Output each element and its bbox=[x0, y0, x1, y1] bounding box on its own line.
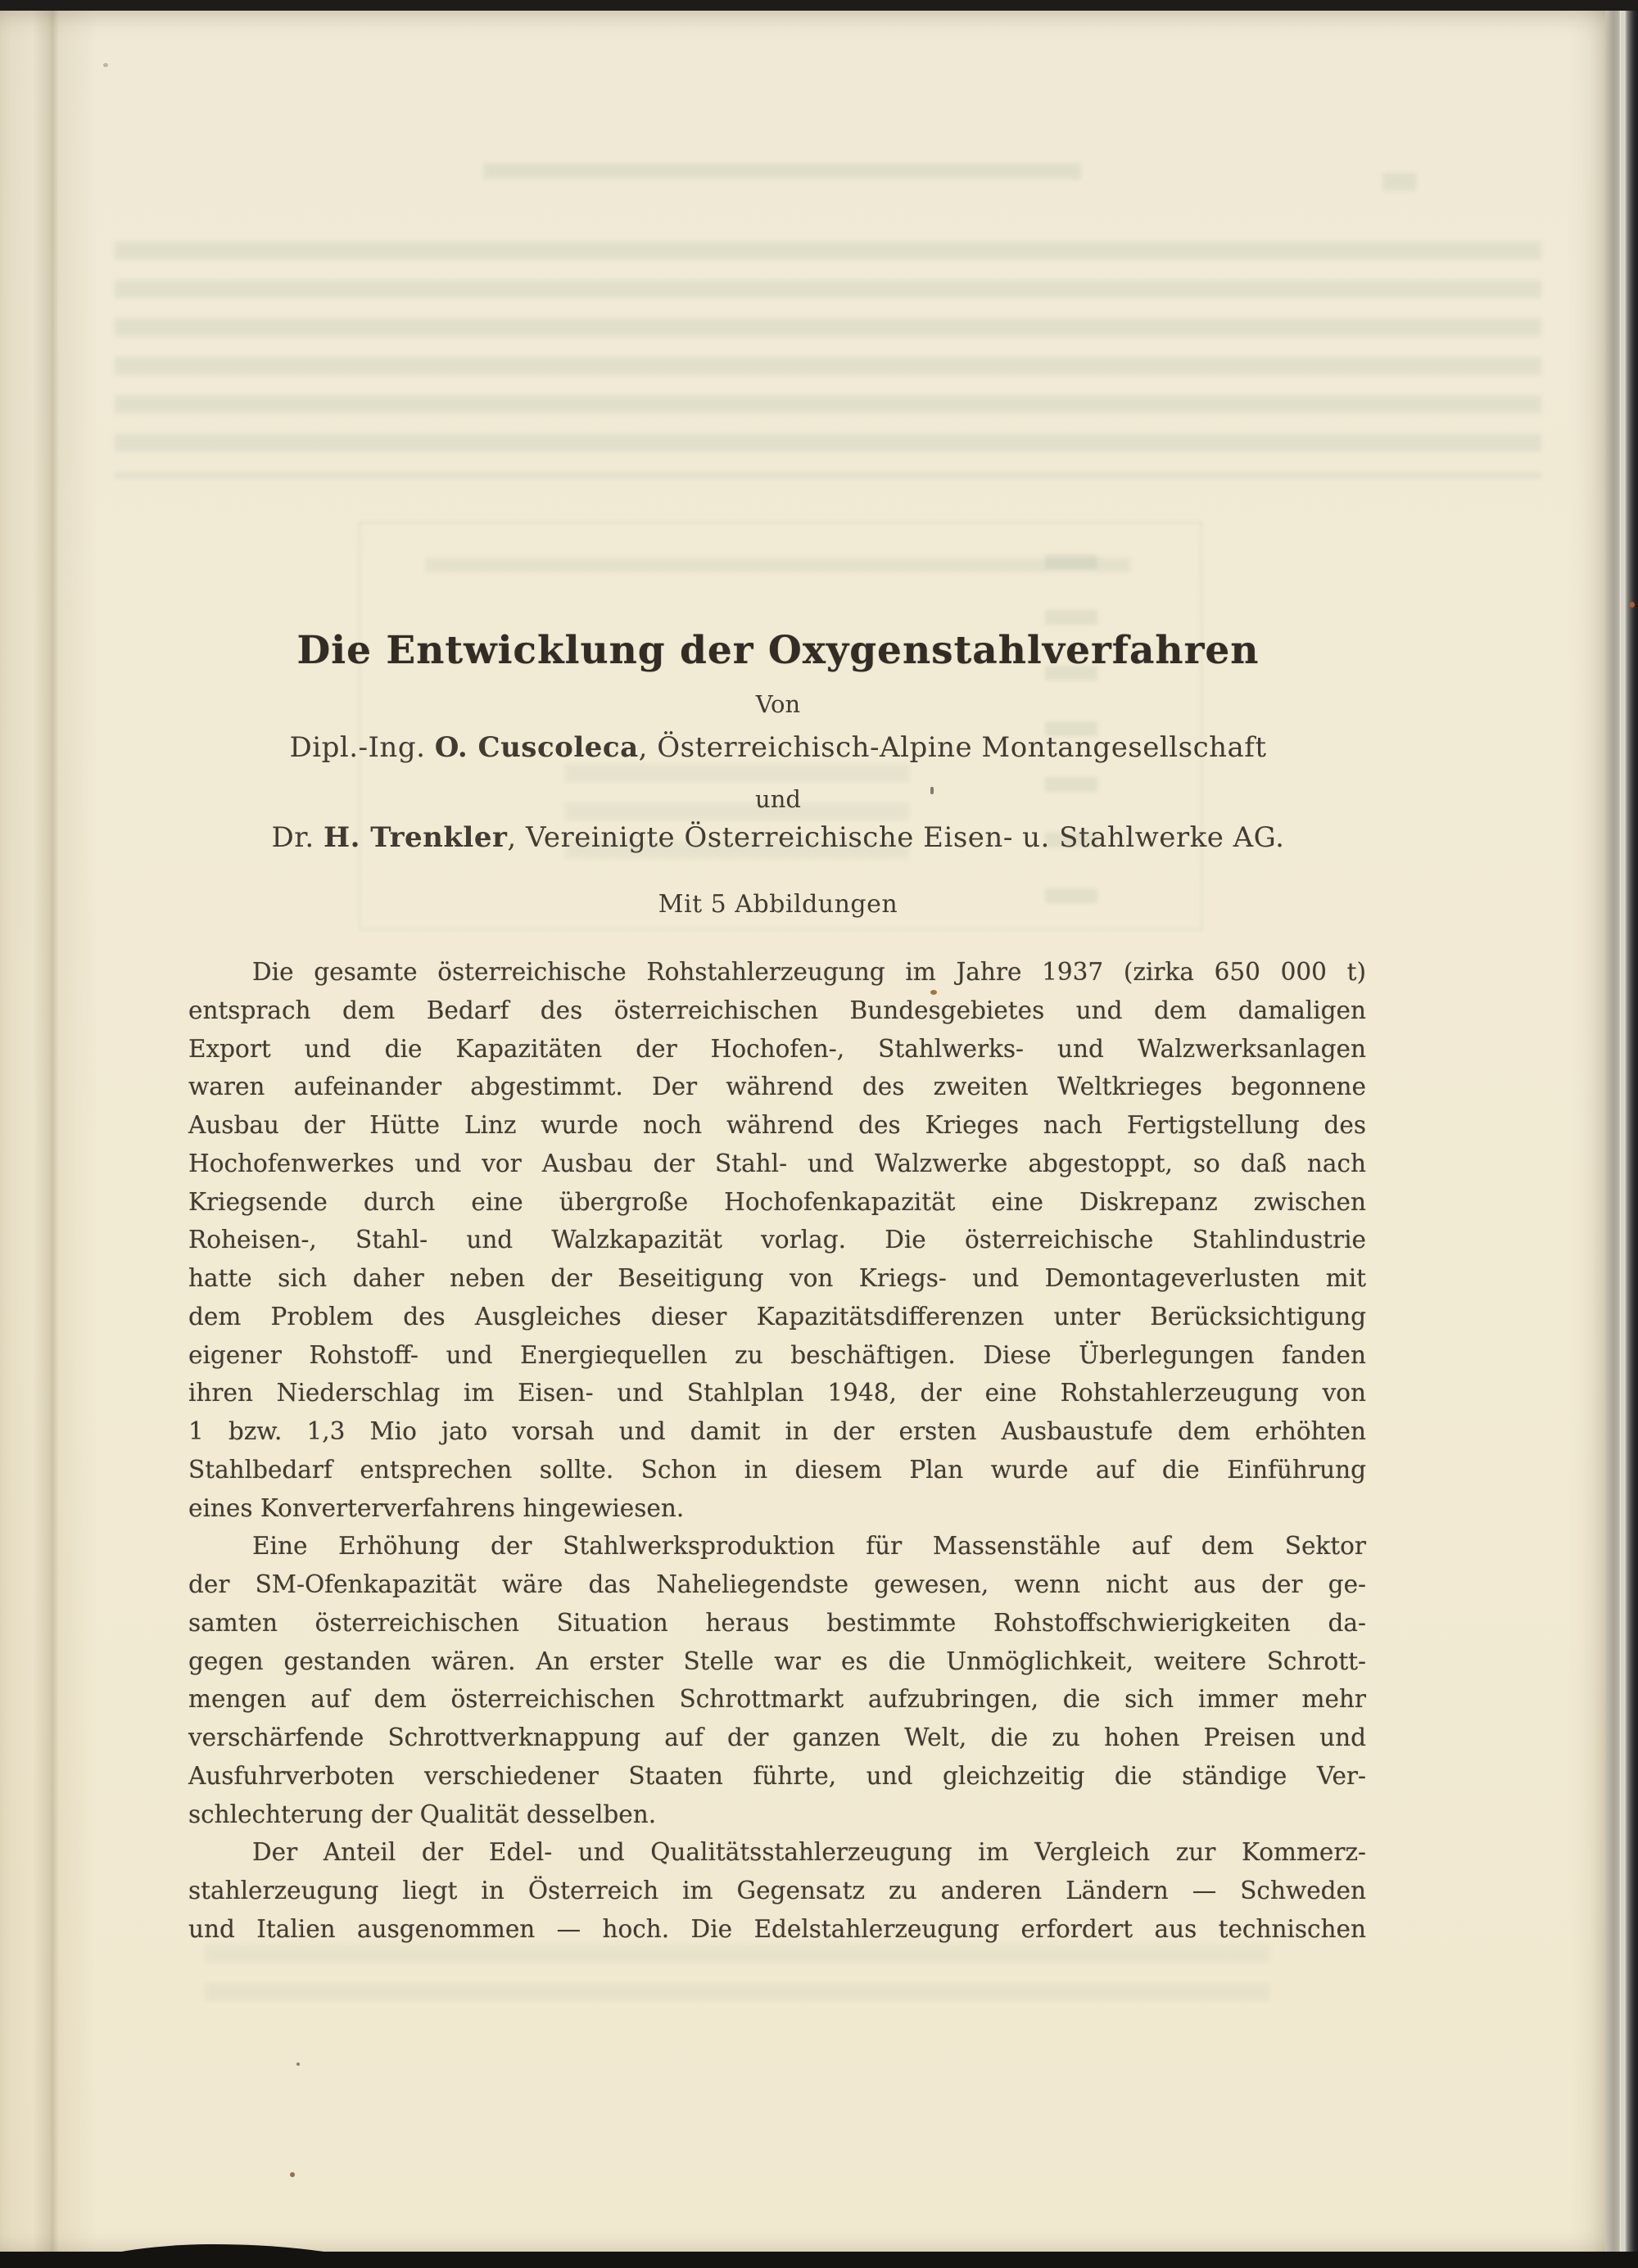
body-line: Hochofenwerkes und vor Ausbau der Stahl- und Walzwerke abgestoppt, so daß nach bbox=[188, 1149, 1366, 1177]
body-line: 1 bzw. 1,3 Mio jato vorsah und damit in der ersten Ausbaustufe dem erhöhten bbox=[188, 1417, 1366, 1445]
author-1-name: O. Cuscoleca bbox=[434, 731, 639, 764]
page-edge-highlight bbox=[1624, 11, 1625, 2255]
printed-content bbox=[0, 11, 1605, 2253]
article-title: Die Entwicklung der Oxygenstahlverfahren bbox=[296, 628, 1260, 674]
body-line: entsprach dem Bedarf des österreichischen Bundesgebietes und dem damaligen bbox=[188, 996, 1366, 1024]
body-line: mengen auf dem österreichischen Schrottmarkt aufzubringen, die sich immer mehr bbox=[188, 1685, 1366, 1714]
author-1-prefix: Dipl.-Ing. bbox=[289, 731, 435, 764]
body-line: schlechterung der Qualität desselben. bbox=[188, 1800, 657, 1828]
body-line: Eine Erhöhung der Stahlwerksproduktion für Massenstähle auf dem Sektor bbox=[252, 1532, 1366, 1561]
author-2-affiliation: , Vereinigte Österreichische Eisen- u. Stahlwerke AG. bbox=[507, 821, 1285, 854]
author-2-prefix: Dr. bbox=[271, 821, 324, 854]
body-text bbox=[188, 953, 1366, 1949]
body-line: Die gesamte österreichische Rohstahlerzeugung im Jahre 1937 (zirka 650 000 t) bbox=[252, 958, 1366, 986]
body-line: eigener Rohstoff- und Energiequellen zu beschäftigen. Diese Überlegungen fanden bbox=[188, 1340, 1366, 1369]
body-line: Roheisen-, Stahl- und Walzkapazität vorlag. Die österreichische Stahlindustrie bbox=[188, 1226, 1366, 1254]
body-line: hatte sich daher neben der Beseitigung von Kriegs- und Demontageverlusten mit bbox=[188, 1264, 1366, 1292]
author-line-2 bbox=[188, 821, 1368, 854]
body-line: Kriegsende durch eine übergroße Hochofenkapazität eine Diskrepanz zwischen bbox=[188, 1187, 1366, 1216]
byline-intro: Von bbox=[755, 690, 801, 718]
figures-note: Mit 5 Abbildungen bbox=[658, 890, 898, 919]
body-line: verschärfende Schrottverknappung auf der ganzen Welt, die zu hohen Preisen und bbox=[188, 1724, 1366, 1751]
page-edge-stack bbox=[1605, 11, 1638, 2255]
paper-sheet bbox=[0, 11, 1605, 2253]
body-line: samten österreichischen Situation heraus bestimmte Rohstoffschwierigkeiten da- bbox=[188, 1608, 1366, 1637]
body-line: und Italien ausgenommen — hoch. Die Edelstahlerzeugung erfordert aus technischen bbox=[188, 1914, 1366, 1943]
page-edge-highlight bbox=[1620, 11, 1621, 2255]
body-line: waren aufeinander abgestimmt. Der während des zweiten Weltkrieges begonnene bbox=[188, 1073, 1366, 1101]
author-1-affiliation: , Österreichisch-Alpine Montangesellschaft bbox=[638, 731, 1267, 764]
body-line: Ausfuhrverboten verschiedener Staaten führte, und gleichzeitig die ständige Ver- bbox=[188, 1761, 1366, 1790]
body-line: ihren Niederschlag im Eisen- und Stahlplan 1948, der eine Rohstahlerzeugung von bbox=[188, 1379, 1366, 1407]
paper-speck bbox=[1630, 602, 1635, 608]
body-line: Der Anteil der Edel- und Qualitätsstahlerzeugung im Vergleich zur Kommerz- bbox=[252, 1838, 1366, 1867]
body-line: eines Konverterverfahrens hingewiesen. bbox=[188, 1493, 685, 1522]
scanner-background-bottom bbox=[0, 2252, 1638, 2268]
scanner-background-top bbox=[0, 0, 1638, 11]
author-line-1 bbox=[188, 731, 1368, 764]
authors-conjunction: und bbox=[755, 785, 801, 813]
body-line: Export und die Kapazitäten der Hochofen-, Stahlwerks- und Walzwerksanlagen bbox=[188, 1034, 1366, 1063]
body-line: der SM-Ofenkapazität wäre das Naheliegendste gewesen, wenn nicht aus der ge- bbox=[188, 1570, 1366, 1598]
body-line: dem Problem des Ausgleiches dieser Kapazitätsdifferenzen unter Berücksichtigung bbox=[188, 1302, 1366, 1331]
body-line: gegen gestanden wären. An erster Stelle war es die Unmöglichkeit, weitere Schrott- bbox=[188, 1647, 1366, 1675]
body-line: Stahlbedarf entsprechen sollte. Schon in diesem Plan wurde auf die Einführung bbox=[188, 1455, 1366, 1484]
author-2-name: H. Trenkler bbox=[323, 821, 508, 854]
body-line: Ausbau der Hütte Linz wurde noch während des Krieges nach Fertigstellung des bbox=[188, 1111, 1366, 1139]
body-line: stahlerzeugung liegt in Österreich im Gegensatz zu anderen Ländern — Schweden bbox=[188, 1877, 1366, 1904]
